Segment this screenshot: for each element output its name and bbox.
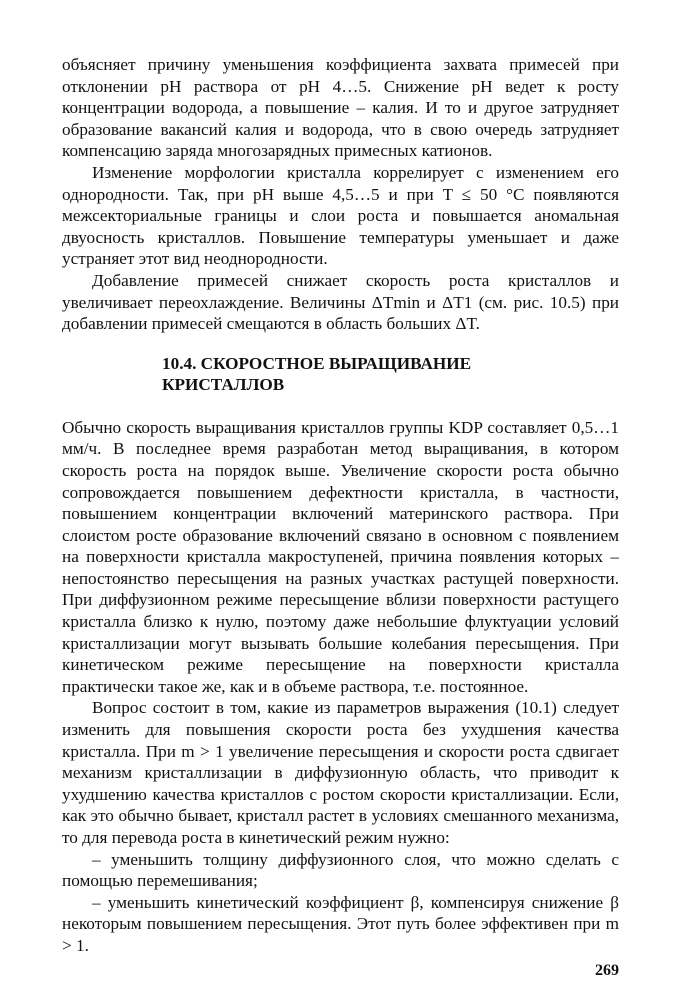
paragraph-continuation: объясняет причину уменьшения коэффициента захвата примесей при отклонении pH раствора от pH 4…5. Снижение pH ведет к росту концентрации водорода, а повышение – калия. И то и другое затрудняет образование вакансий калия и водорода, что в свою очередь затрудняет компенсацию заряда многозарядных примесных катионов. (62, 55, 619, 161)
paragraph-morphology: Изменение морфологии кристалла коррелирует с изменением его однородности. Так, при pH выше 4,5…5 и при T ≤ 50 °C появляются межсекториальные границы и слои роста и повышается аномальная двуосность кристаллов. Повышение температуры уменьшает и даже устраняет этот вид неоднородности. (62, 162, 619, 269)
list-item-reduce-coefficient: – уменьшить кинетический коэффициент β, компенсируя снижение β некоторым повышением пересыщения. Этот путь более эффективен при m > 1. (62, 892, 619, 955)
section-heading (162, 353, 619, 395)
paragraph-impurities: Добавление примесей снижает скорость роста кристаллов и увеличивает переохлаждение. Величины ΔTmin и ΔT1 (см. рис. 10.5) при добавлении примесей смещаются в область больших ΔT. (62, 270, 619, 334)
page-body (62, 54, 619, 957)
section-heading-line2: КРИСТАЛЛОВ (162, 374, 285, 394)
page-number: 269 (595, 962, 619, 979)
paragraph-growth-rate: Обычно скорость выращивания кристаллов группы KDP составляет 0,5…1 мм/ч. В последнее время разработан метод выращивания, в котором скорость роста на порядок выше. Увеличение скорости роста обычно сопровождается повышением дефектности кристалла, в частности, повышением концентрации включений материнского раствора. При слоистом росте образование включений связано в основном с появлением на поверхности кристалла макроступеней, причина появления которых – непостоянство пересыщения на разных участках растущей поверхности. При диффузионном режиме пересыщение вблизи поверхности растущего кристалла близко к нулю, поэтому даже небольшие флуктуации условий кристаллизации могут вызывать большие колебания пересыщения. При кинетическом режиме пересыщение на поверхности кристалла практически такое же, как и в объеме раствора, т.е. постоянное. (62, 417, 619, 696)
list-item-reduce-thickness: – уменьшить толщину диффузионного слоя, что можно сделать с помощью перемешивания; (62, 849, 619, 891)
section-heading-line1: 10.4. СКОРОСТНОЕ ВЫРАЩИВАНИЕ (162, 353, 472, 373)
paragraph-question: Вопрос состоит в том, какие из параметров выражения (10.1) следует изменить для повышения скорости роста без ухудшения качества кристалла. При m > 1 увеличение пересыщения и скорости роста сдвигает механизм кристаллизации в диффузионную область, что приводит к ухудшению качества кристаллов с ростом скорости кристаллизации. Если, как это обычно бывает, кристалл растет в условиях смешанного механизма, то для перевода роста в кинетический режим нужно: (62, 698, 619, 847)
